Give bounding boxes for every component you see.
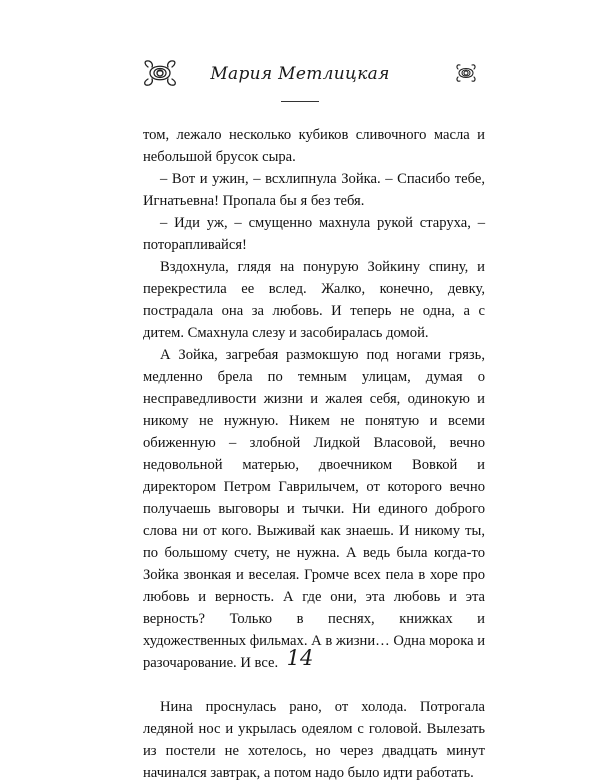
running-head-author: Мария Метлицкая xyxy=(210,64,390,84)
rose-ornament-icon xyxy=(454,63,478,83)
paragraph: А Зойка, загребая размокшую под ногами грязь, медленно брела по темным улицам, думая о несправедливости жизни и жалея себя, одинокую и никому не нужную. Никем не понятую и всеми обиженную – злобной Лидкой Власовой, вечно недовольной матерью, двоечником Вовкой и директором Петром Гаврилычем, от которого вечно получаешь выговоры и тычки. Ни единого доброго слова ни от кого. Выживай как знаешь. И никому ты, по большому счету, не нужна. А ведь была когда-то Зойка звонкая и веселая. Громче всех пела в хоре про любовь и верность. А где они, эта любовь и эта верность? Только в песнях, книжках и художественных фильмах. А в жизни… Одна морока и разочарование. И все. xyxy=(143,347,486,671)
header-divider xyxy=(281,101,319,102)
paragraph: – Вот и ужин, – всхлипнула Зойка. – Спасибо тебе, Игнатьевна! Пропала бы я без тебя. xyxy=(143,171,485,209)
paragraph: том, лежало несколько кубиков сливочного масла и небольшой брусок сыра. xyxy=(143,127,485,165)
page-number: 14 xyxy=(286,646,314,670)
body-text xyxy=(143,124,485,784)
paragraph: Вздохнула, глядя на понурую Зойкину спину, и перекрестила ее вслед. Жалко, конечно, девку, пострадала она за любовь. И теперь не одна, а с дитем. Смахнула слезу и засобиралась домой. xyxy=(143,259,485,341)
paragraph: Нина проснулась рано, от холода. Потрогала ледяной нос и укрылась одеялом с головой. Вылезать из постели не хотелось, но через двадцать минут начинался завтрак, а потом надо было идти работать. xyxy=(143,699,485,781)
paragraph: – Иди уж, – смущенно махнула рукой старуха, – поторапливайся! xyxy=(143,215,485,253)
